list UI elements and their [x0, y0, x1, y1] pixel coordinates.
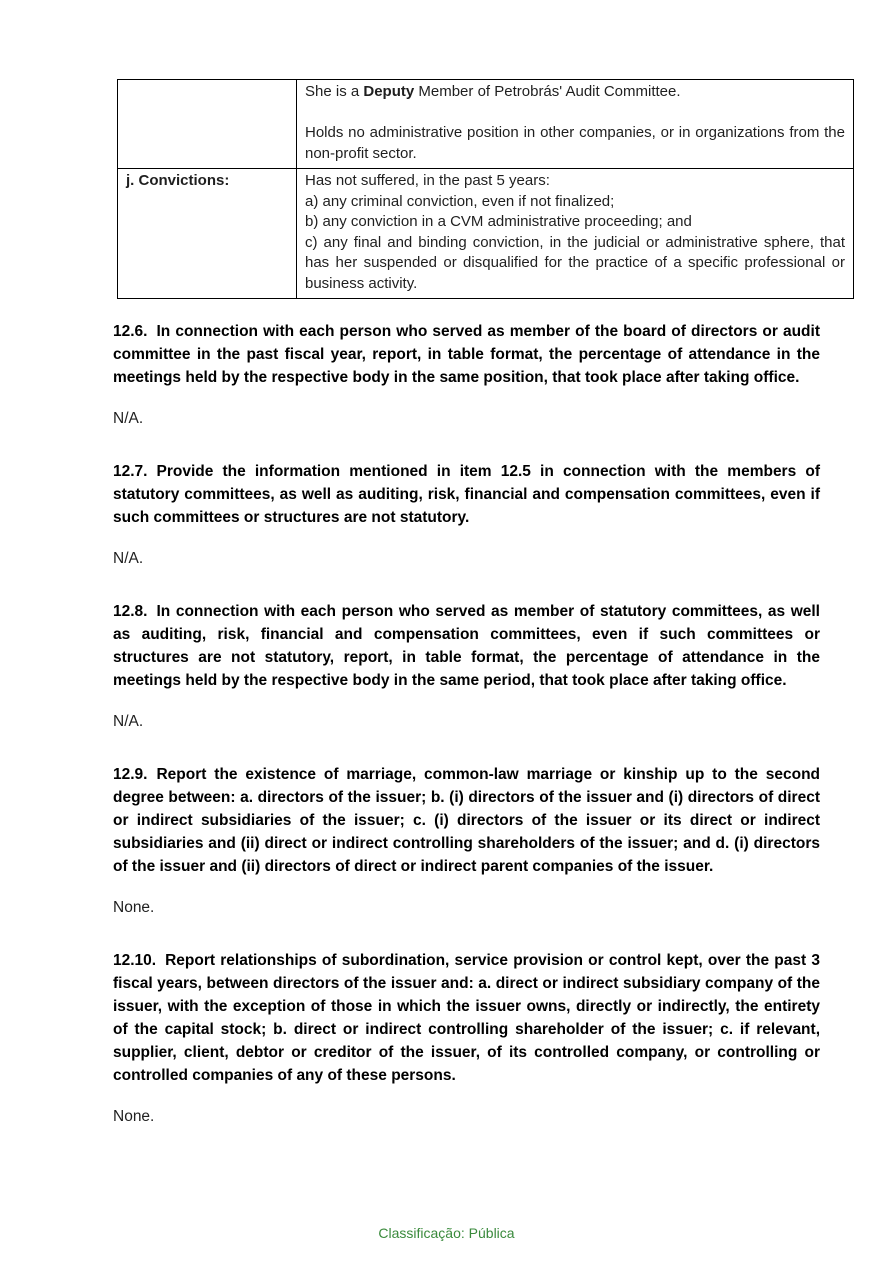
section-heading-text: In connection with each person who served as member of statutory committees, as well as auditing, risk, financial and compensation committees, even if such committees or structures are not statutory, report, in table format, the percentage of attendance in the meetings held by the respective body in the same period, that took place after taking office.	[113, 603, 820, 689]
section-heading	[113, 460, 820, 529]
table-row-convictions	[118, 169, 854, 299]
section-12-7	[113, 460, 820, 570]
section-12-6	[113, 320, 820, 430]
section-number: 12.6.	[113, 323, 148, 340]
section-answer: N/A.	[113, 550, 144, 567]
section-heading-text: In connection with each person who served as member of the board of directors or audit committee in the past fiscal year, report, in table format, the percentage of attendance in the meetings held by the respective body in the same position, that took place after taking office.	[113, 323, 820, 386]
committee-role-bold: Deputy	[363, 83, 415, 100]
section-heading	[113, 600, 820, 692]
section-heading	[113, 949, 820, 1087]
section-12-8	[113, 600, 820, 733]
director-profile-table	[117, 79, 854, 299]
section-heading	[113, 763, 820, 878]
other-positions-text: Holds no administrative position in other companies, or in organizations from the non-profit sector.	[305, 124, 845, 162]
section-answer: N/A.	[113, 410, 144, 427]
section-heading	[113, 320, 820, 389]
section-heading-text: Report the existence of marriage, common-law marriage or kinship up to the second degree between: a. directors of the issuer; b. (i) directors of the issuer and (i) directors of direct or indirect subsidiaries of the issuer; c. (i) directors of the issuer or its direct or indirect subsidiaries and (ii) direct or indirect controlling shareholders of the issuer; and d. (i) directors of the issuer and (ii) directors of direct or indirect parent companies of the issuer.	[113, 766, 820, 875]
convictions-item-b: b) any conviction in a CVM administrative proceeding; and	[305, 213, 692, 230]
table-label-cell-empty	[118, 80, 297, 169]
section-number: 12.7.	[113, 463, 148, 480]
table-row-positions	[118, 80, 854, 169]
convictions-item-c: c) any final and binding conviction, in the judicial or administrative sphere, that has her suspended or disqualified for the practice of a specific professional or business activity.	[305, 233, 845, 292]
section-heading-text: Provide the information mentioned in item 12.5 in connection with the members of statutory committees, as well as auditing, risk, financial and compensation committees, even if such committees or structures are not statutory.	[113, 463, 820, 526]
section-12-9	[113, 763, 820, 919]
table-label-cell-convictions: j. Convictions:	[118, 169, 297, 299]
committee-role-suffix: Member of Petrobrás' Audit Committee.	[414, 83, 681, 100]
section-number: 12.9.	[113, 766, 148, 783]
table-content-cell-positions	[297, 80, 854, 169]
section-answer: N/A.	[113, 713, 144, 730]
section-12-10	[113, 949, 820, 1128]
committee-role-text	[305, 82, 845, 103]
section-heading-text: Report relationships of subordination, service provision or control kept, over the past 3 fiscal years, between directors of the issuer and: a. direct or indirect subsidiary company of the issuer, with the exception of those in which the issuer owns, directly or indirectly, the entirety of the capital stock; b. direct or indirect controlling shareholder of the issuer; c. if relevant, supplier, client, debtor or creditor of the issuer, of its controlled company, or controlling or controlled companies of any of these persons.	[113, 952, 820, 1084]
section-number: 12.8.	[113, 603, 148, 620]
section-answer: None.	[113, 899, 155, 916]
table-content-cell-convictions	[297, 169, 854, 299]
convictions-intro: Has not suffered, in the past 5 years:	[305, 172, 550, 189]
committee-role-prefix: She is a	[305, 83, 364, 100]
convictions-item-a: a) any criminal conviction, even if not finalized;	[305, 192, 615, 210]
section-answer: None.	[113, 1108, 155, 1125]
classification-footer: Classificação: Pública	[378, 1225, 515, 1241]
section-number: 12.10.	[113, 952, 157, 969]
